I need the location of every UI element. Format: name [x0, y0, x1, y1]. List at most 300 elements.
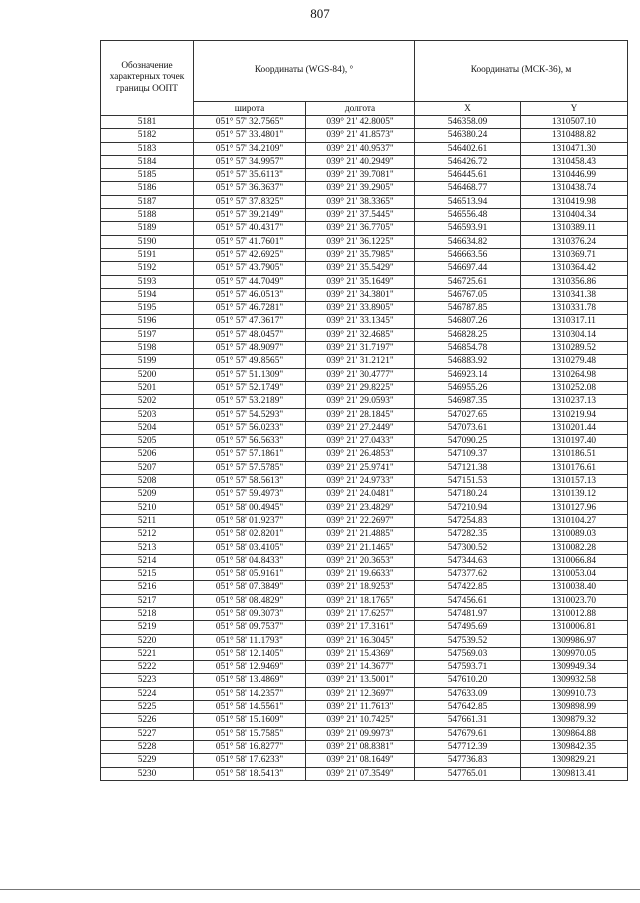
- cell-y: 1310201.44: [521, 421, 628, 434]
- table-row: [101, 754, 628, 767]
- table-row: [101, 727, 628, 740]
- cell-x: 546828.25: [415, 328, 521, 341]
- table-row: [101, 302, 628, 315]
- table-row: [101, 395, 628, 408]
- cell-latitude: 051° 58' 08.4829": [194, 594, 306, 607]
- cell-x: 547073.61: [415, 421, 521, 434]
- cell-latitude: 051° 58' 13.4869": [194, 674, 306, 687]
- table-row: [101, 621, 628, 634]
- cell-latitude: 051° 57' 57.5785": [194, 461, 306, 474]
- cell-point-id: 5191: [101, 248, 194, 261]
- table-row: [101, 501, 628, 514]
- cell-x: 546697.44: [415, 262, 521, 275]
- cell-longitude: 039° 21' 19.6633": [306, 568, 415, 581]
- cell-latitude: 051° 57' 54.5293": [194, 408, 306, 421]
- cell-latitude: 051° 57' 46.7281": [194, 302, 306, 315]
- cell-latitude: 051° 57' 57.1861": [194, 448, 306, 461]
- table-row: [101, 116, 628, 129]
- cell-longitude: 039° 21' 39.2905": [306, 182, 415, 195]
- cell-y: 1309898.99: [521, 701, 628, 714]
- cell-x: 546987.35: [415, 395, 521, 408]
- cell-latitude: 051° 58' 15.7585": [194, 727, 306, 740]
- cell-longitude: 039° 21' 34.3801": [306, 288, 415, 301]
- cell-x: 547121.38: [415, 461, 521, 474]
- cell-x: 547736.83: [415, 754, 521, 767]
- cell-point-id: 5184: [101, 155, 194, 168]
- cell-point-id: 5187: [101, 195, 194, 208]
- cell-longitude: 039° 21' 26.4853": [306, 448, 415, 461]
- cell-x: 547712.39: [415, 740, 521, 753]
- cell-x: 546445.61: [415, 169, 521, 182]
- cell-point-id: 5217: [101, 594, 194, 607]
- cell-longitude: 039° 21' 21.4885": [306, 528, 415, 541]
- table-row: [101, 767, 628, 780]
- cell-point-id: 5206: [101, 448, 194, 461]
- cell-y: 1310006.81: [521, 621, 628, 634]
- cell-point-id: 5185: [101, 169, 194, 182]
- cell-x: 547282.35: [415, 528, 521, 541]
- cell-latitude: 051° 57' 42.6925": [194, 248, 306, 261]
- cell-point-id: 5219: [101, 621, 194, 634]
- cell-latitude: 051° 57' 56.0233": [194, 421, 306, 434]
- cell-latitude: 051° 57' 52.1749": [194, 381, 306, 394]
- table-body: [101, 116, 628, 781]
- cell-y: 1310157.13: [521, 475, 628, 488]
- cell-longitude: 039° 21' 35.1649": [306, 275, 415, 288]
- cell-latitude: 051° 57' 48.9097": [194, 342, 306, 355]
- table-row: [101, 701, 628, 714]
- table-row: [101, 488, 628, 501]
- table-row: [101, 461, 628, 474]
- cell-latitude: 051° 57' 58.5613": [194, 475, 306, 488]
- cell-x: 546923.14: [415, 368, 521, 381]
- cell-latitude: 051° 57' 34.9957": [194, 155, 306, 168]
- cell-x: 546807.26: [415, 315, 521, 328]
- cell-y: 1310419.98: [521, 195, 628, 208]
- cell-x: 546426.72: [415, 155, 521, 168]
- cell-y: 1310053.04: [521, 568, 628, 581]
- cell-point-id: 5230: [101, 767, 194, 780]
- cell-latitude: 051° 58' 16.8277": [194, 740, 306, 753]
- cell-point-id: 5208: [101, 475, 194, 488]
- cell-x: 547679.61: [415, 727, 521, 740]
- cell-point-id: 5213: [101, 541, 194, 554]
- cell-point-id: 5228: [101, 740, 194, 753]
- cell-x: 546593.91: [415, 222, 521, 235]
- cell-longitude: 039° 21' 24.9733": [306, 475, 415, 488]
- cell-y: 1310471.30: [521, 142, 628, 155]
- table-row: [101, 687, 628, 700]
- cell-latitude: 051° 58' 09.3073": [194, 607, 306, 620]
- table-row: [101, 222, 628, 235]
- cell-latitude: 051° 58' 07.3849": [194, 581, 306, 594]
- table-row: [101, 714, 628, 727]
- cell-latitude: 051° 57' 41.7601": [194, 235, 306, 248]
- cell-x: 547090.25: [415, 435, 521, 448]
- cell-latitude: 051° 57' 36.3637": [194, 182, 306, 195]
- header-point: Обозначение характерных точек границы ООПТ: [101, 41, 194, 116]
- table-row: [101, 528, 628, 541]
- cell-latitude: 051° 57' 32.7565": [194, 116, 306, 129]
- table-row: [101, 381, 628, 394]
- cell-longitude: 039° 21' 40.2949": [306, 155, 415, 168]
- cell-longitude: 039° 21' 24.0481": [306, 488, 415, 501]
- cell-latitude: 051° 57' 40.4317": [194, 222, 306, 235]
- cell-y: 1310289.52: [521, 342, 628, 355]
- cell-longitude: 039° 21' 35.7985": [306, 248, 415, 261]
- cell-point-id: 5203: [101, 408, 194, 421]
- coordinates-table: [100, 40, 628, 781]
- table-row: [101, 209, 628, 222]
- cell-point-id: 5210: [101, 501, 194, 514]
- table-row: [101, 634, 628, 647]
- cell-point-id: 5199: [101, 355, 194, 368]
- cell-point-id: 5201: [101, 381, 194, 394]
- cell-x: 547661.31: [415, 714, 521, 727]
- cell-point-id: 5194: [101, 288, 194, 301]
- cell-x: 547642.85: [415, 701, 521, 714]
- cell-latitude: 051° 58' 02.8201": [194, 528, 306, 541]
- cell-y: 1309813.41: [521, 767, 628, 780]
- cell-longitude: 039° 21' 30.4777": [306, 368, 415, 381]
- cell-x: 546513.94: [415, 195, 521, 208]
- cell-latitude: 051° 58' 12.1405": [194, 647, 306, 660]
- cell-x: 547344.63: [415, 554, 521, 567]
- cell-longitude: 039° 21' 12.3697": [306, 687, 415, 700]
- table-row: [101, 368, 628, 381]
- cell-x: 546358.09: [415, 116, 521, 129]
- table-row: [101, 514, 628, 527]
- cell-y: 1310066.84: [521, 554, 628, 567]
- table-row: [101, 342, 628, 355]
- cell-point-id: 5223: [101, 674, 194, 687]
- cell-x: 547300.52: [415, 541, 521, 554]
- cell-latitude: 051° 58' 15.1609": [194, 714, 306, 727]
- cell-longitude: 039° 21' 33.8905": [306, 302, 415, 315]
- cell-x: 546725.61: [415, 275, 521, 288]
- cell-x: 547254.83: [415, 514, 521, 527]
- cell-point-id: 5189: [101, 222, 194, 235]
- cell-point-id: 5215: [101, 568, 194, 581]
- cell-point-id: 5192: [101, 262, 194, 275]
- cell-y: 1309829.21: [521, 754, 628, 767]
- cell-longitude: 039° 21' 18.9253": [306, 581, 415, 594]
- cell-point-id: 5220: [101, 634, 194, 647]
- table-row: [101, 421, 628, 434]
- cell-x: 547151.53: [415, 475, 521, 488]
- cell-latitude: 051° 57' 47.3617": [194, 315, 306, 328]
- cell-y: 1310376.24: [521, 235, 628, 248]
- cell-point-id: 5193: [101, 275, 194, 288]
- cell-longitude: 039° 21' 07.3549": [306, 767, 415, 780]
- cell-y: 1310438.74: [521, 182, 628, 195]
- cell-x: 546663.56: [415, 248, 521, 261]
- cell-y: 1310304.14: [521, 328, 628, 341]
- cell-y: 1310127.96: [521, 501, 628, 514]
- table-row: [101, 275, 628, 288]
- table-row: [101, 581, 628, 594]
- cell-latitude: 051° 57' 35.6113": [194, 169, 306, 182]
- page-number: 807: [310, 6, 330, 21]
- cell-y: 1310197.40: [521, 435, 628, 448]
- cell-y: 1309949.34: [521, 661, 628, 674]
- cell-longitude: 039° 21' 08.8381": [306, 740, 415, 753]
- cell-longitude: 039° 21' 27.2449": [306, 421, 415, 434]
- cell-longitude: 039° 21' 27.0433": [306, 435, 415, 448]
- cell-point-id: 5226: [101, 714, 194, 727]
- cell-latitude: 051° 57' 53.2189": [194, 395, 306, 408]
- cell-point-id: 5227: [101, 727, 194, 740]
- cell-y: 1310104.27: [521, 514, 628, 527]
- table-row: [101, 288, 628, 301]
- cell-longitude: 039° 21' 17.3161": [306, 621, 415, 634]
- cell-longitude: 039° 21' 40.9537": [306, 142, 415, 155]
- cell-latitude: 051° 57' 46.0513": [194, 288, 306, 301]
- cell-longitude: 039° 21' 14.3677": [306, 661, 415, 674]
- cell-x: 547569.03: [415, 647, 521, 660]
- header-y: Y: [521, 102, 628, 116]
- cell-longitude: 039° 21' 33.1345": [306, 315, 415, 328]
- cell-y: 1309970.05: [521, 647, 628, 660]
- cell-x: 546787.85: [415, 302, 521, 315]
- cell-y: 1310038.40: [521, 581, 628, 594]
- cell-x: 546854.78: [415, 342, 521, 355]
- header-x: X: [415, 102, 521, 116]
- cell-point-id: 5225: [101, 701, 194, 714]
- cell-point-id: 5222: [101, 661, 194, 674]
- cell-point-id: 5204: [101, 421, 194, 434]
- table-row: [101, 235, 628, 248]
- cell-longitude: 039° 21' 17.6257": [306, 607, 415, 620]
- cell-x: 547495.69: [415, 621, 521, 634]
- cell-point-id: 5212: [101, 528, 194, 541]
- cell-point-id: 5198: [101, 342, 194, 355]
- table-row: [101, 607, 628, 620]
- cell-y: 1310279.48: [521, 355, 628, 368]
- cell-latitude: 051° 57' 33.4801": [194, 129, 306, 142]
- cell-x: 547633.09: [415, 687, 521, 700]
- cell-y: 1310404.34: [521, 209, 628, 222]
- cell-latitude: 051° 58' 04.8433": [194, 554, 306, 567]
- header-longitude: долгота: [306, 102, 415, 116]
- table-row: [101, 169, 628, 182]
- cell-x: 547210.94: [415, 501, 521, 514]
- table-row: [101, 315, 628, 328]
- cell-point-id: 5197: [101, 328, 194, 341]
- table-row: [101, 475, 628, 488]
- table-row: [101, 408, 628, 421]
- cell-x: 547610.20: [415, 674, 521, 687]
- cell-latitude: 051° 57' 44.7049": [194, 275, 306, 288]
- cell-point-id: 5221: [101, 647, 194, 660]
- cell-latitude: 051° 57' 43.7905": [194, 262, 306, 275]
- cell-longitude: 039° 21' 36.7705": [306, 222, 415, 235]
- cell-longitude: 039° 21' 36.1225": [306, 235, 415, 248]
- header-msk36: Координаты (МСК-36), м: [415, 41, 628, 102]
- cell-longitude: 039° 21' 16.3045": [306, 634, 415, 647]
- cell-y: 1310364.42: [521, 262, 628, 275]
- cell-longitude: 039° 21' 35.5429": [306, 262, 415, 275]
- cell-longitude: 039° 21' 08.1649": [306, 754, 415, 767]
- cell-longitude: 039° 21' 28.1845": [306, 408, 415, 421]
- cell-latitude: 051° 57' 59.4973": [194, 488, 306, 501]
- cell-point-id: 5209: [101, 488, 194, 501]
- cell-latitude: 051° 57' 48.0457": [194, 328, 306, 341]
- table-row: [101, 328, 628, 341]
- table-row: [101, 674, 628, 687]
- cell-x: 546767.05: [415, 288, 521, 301]
- cell-y: 1310341.38: [521, 288, 628, 301]
- table-row: [101, 142, 628, 155]
- cell-latitude: 051° 57' 39.2149": [194, 209, 306, 222]
- cell-x: 547481.97: [415, 607, 521, 620]
- cell-x: 547456.61: [415, 594, 521, 607]
- table-row: [101, 740, 628, 753]
- table-row: [101, 129, 628, 142]
- cell-y: 1310369.71: [521, 248, 628, 261]
- cell-x: 547109.37: [415, 448, 521, 461]
- table-row: [101, 262, 628, 275]
- cell-x: 547593.71: [415, 661, 521, 674]
- cell-x: 546634.82: [415, 235, 521, 248]
- table-row: [101, 448, 628, 461]
- cell-latitude: 051° 58' 12.9469": [194, 661, 306, 674]
- cell-x: 547180.24: [415, 488, 521, 501]
- cell-latitude: 051° 58' 17.6233": [194, 754, 306, 767]
- cell-point-id: 5182: [101, 129, 194, 142]
- cell-point-id: 5205: [101, 435, 194, 448]
- cell-y: 1309986.97: [521, 634, 628, 647]
- cell-latitude: 051° 58' 05.9161": [194, 568, 306, 581]
- cell-y: 1310252.08: [521, 381, 628, 394]
- cell-x: 546380.24: [415, 129, 521, 142]
- cell-y: 1309879.32: [521, 714, 628, 727]
- cell-longitude: 039° 21' 13.5001": [306, 674, 415, 687]
- cell-longitude: 039° 21' 38.3365": [306, 195, 415, 208]
- cell-y: 1310458.43: [521, 155, 628, 168]
- cell-y: 1310219.94: [521, 408, 628, 421]
- cell-point-id: 5202: [101, 395, 194, 408]
- cell-longitude: 039° 21' 29.8225": [306, 381, 415, 394]
- cell-latitude: 051° 57' 34.2109": [194, 142, 306, 155]
- cell-longitude: 039° 21' 10.7425": [306, 714, 415, 727]
- cell-latitude: 051° 57' 49.8565": [194, 355, 306, 368]
- cell-longitude: 039° 21' 31.2121": [306, 355, 415, 368]
- cell-point-id: 5181: [101, 116, 194, 129]
- header-latitude: широта: [194, 102, 306, 116]
- cell-latitude: 051° 58' 14.5561": [194, 701, 306, 714]
- cell-point-id: 5186: [101, 182, 194, 195]
- cell-y: 1310356.86: [521, 275, 628, 288]
- table-row: [101, 554, 628, 567]
- cell-y: 1310023.70: [521, 594, 628, 607]
- cell-y: 1310237.13: [521, 395, 628, 408]
- bottom-divider: [0, 889, 640, 890]
- cell-point-id: 5195: [101, 302, 194, 315]
- cell-y: 1309932.58: [521, 674, 628, 687]
- cell-latitude: 051° 58' 09.7537": [194, 621, 306, 634]
- cell-y: 1310186.51: [521, 448, 628, 461]
- cell-point-id: 5214: [101, 554, 194, 567]
- cell-y: 1309842.35: [521, 740, 628, 753]
- cell-longitude: 039° 21' 37.5445": [306, 209, 415, 222]
- cell-latitude: 051° 58' 14.2357": [194, 687, 306, 700]
- cell-latitude: 051° 57' 56.5633": [194, 435, 306, 448]
- cell-y: 1310389.11: [521, 222, 628, 235]
- cell-latitude: 051° 58' 03.4105": [194, 541, 306, 554]
- cell-longitude: 039° 21' 22.2697": [306, 514, 415, 527]
- cell-longitude: 039° 21' 23.4829": [306, 501, 415, 514]
- cell-y: 1310264.98: [521, 368, 628, 381]
- cell-x: 546955.26: [415, 381, 521, 394]
- cell-y: 1309910.73: [521, 687, 628, 700]
- cell-point-id: 5188: [101, 209, 194, 222]
- cell-longitude: 039° 21' 25.9741": [306, 461, 415, 474]
- table-row: [101, 355, 628, 368]
- cell-longitude: 039° 21' 42.8005": [306, 116, 415, 129]
- cell-x: 546556.48: [415, 209, 521, 222]
- cell-y: 1310089.03: [521, 528, 628, 541]
- table-row: [101, 155, 628, 168]
- cell-point-id: 5211: [101, 514, 194, 527]
- cell-y: 1310446.99: [521, 169, 628, 182]
- cell-x: 547422.85: [415, 581, 521, 594]
- table-row: [101, 647, 628, 660]
- cell-longitude: 039° 21' 18.1765": [306, 594, 415, 607]
- cell-point-id: 5190: [101, 235, 194, 248]
- cell-y: 1310012.88: [521, 607, 628, 620]
- cell-longitude: 039° 21' 15.4369": [306, 647, 415, 660]
- cell-latitude: 051° 58' 18.5413": [194, 767, 306, 780]
- cell-latitude: 051° 57' 37.8325": [194, 195, 306, 208]
- cell-point-id: 5229: [101, 754, 194, 767]
- cell-point-id: 5218: [101, 607, 194, 620]
- cell-latitude: 051° 58' 11.1793": [194, 634, 306, 647]
- cell-x: 547377.62: [415, 568, 521, 581]
- cell-point-id: 5216: [101, 581, 194, 594]
- cell-point-id: 5183: [101, 142, 194, 155]
- cell-longitude: 039° 21' 41.8573": [306, 129, 415, 142]
- cell-y: 1310176.61: [521, 461, 628, 474]
- table-row: [101, 661, 628, 674]
- table-row: [101, 248, 628, 261]
- cell-point-id: 5207: [101, 461, 194, 474]
- table-row: [101, 594, 628, 607]
- cell-x: 546402.61: [415, 142, 521, 155]
- cell-point-id: 5196: [101, 315, 194, 328]
- cell-x: 547539.52: [415, 634, 521, 647]
- cell-longitude: 039° 21' 20.3653": [306, 554, 415, 567]
- cell-y: 1310082.28: [521, 541, 628, 554]
- cell-y: 1310488.82: [521, 129, 628, 142]
- table-row: [101, 435, 628, 448]
- cell-longitude: 039° 21' 31.7197": [306, 342, 415, 355]
- table-row: [101, 541, 628, 554]
- cell-longitude: 039° 21' 21.1465": [306, 541, 415, 554]
- cell-x: 547027.65: [415, 408, 521, 421]
- table-row: [101, 195, 628, 208]
- cell-y: 1310331.78: [521, 302, 628, 315]
- cell-longitude: 039° 21' 09.9973": [306, 727, 415, 740]
- cell-longitude: 039° 21' 39.7081": [306, 169, 415, 182]
- cell-point-id: 5200: [101, 368, 194, 381]
- cell-y: 1310317.11: [521, 315, 628, 328]
- cell-latitude: 051° 58' 00.4945": [194, 501, 306, 514]
- table-row: [101, 182, 628, 195]
- cell-y: 1310139.12: [521, 488, 628, 501]
- cell-longitude: 039° 21' 11.7613": [306, 701, 415, 714]
- cell-x: 547765.01: [415, 767, 521, 780]
